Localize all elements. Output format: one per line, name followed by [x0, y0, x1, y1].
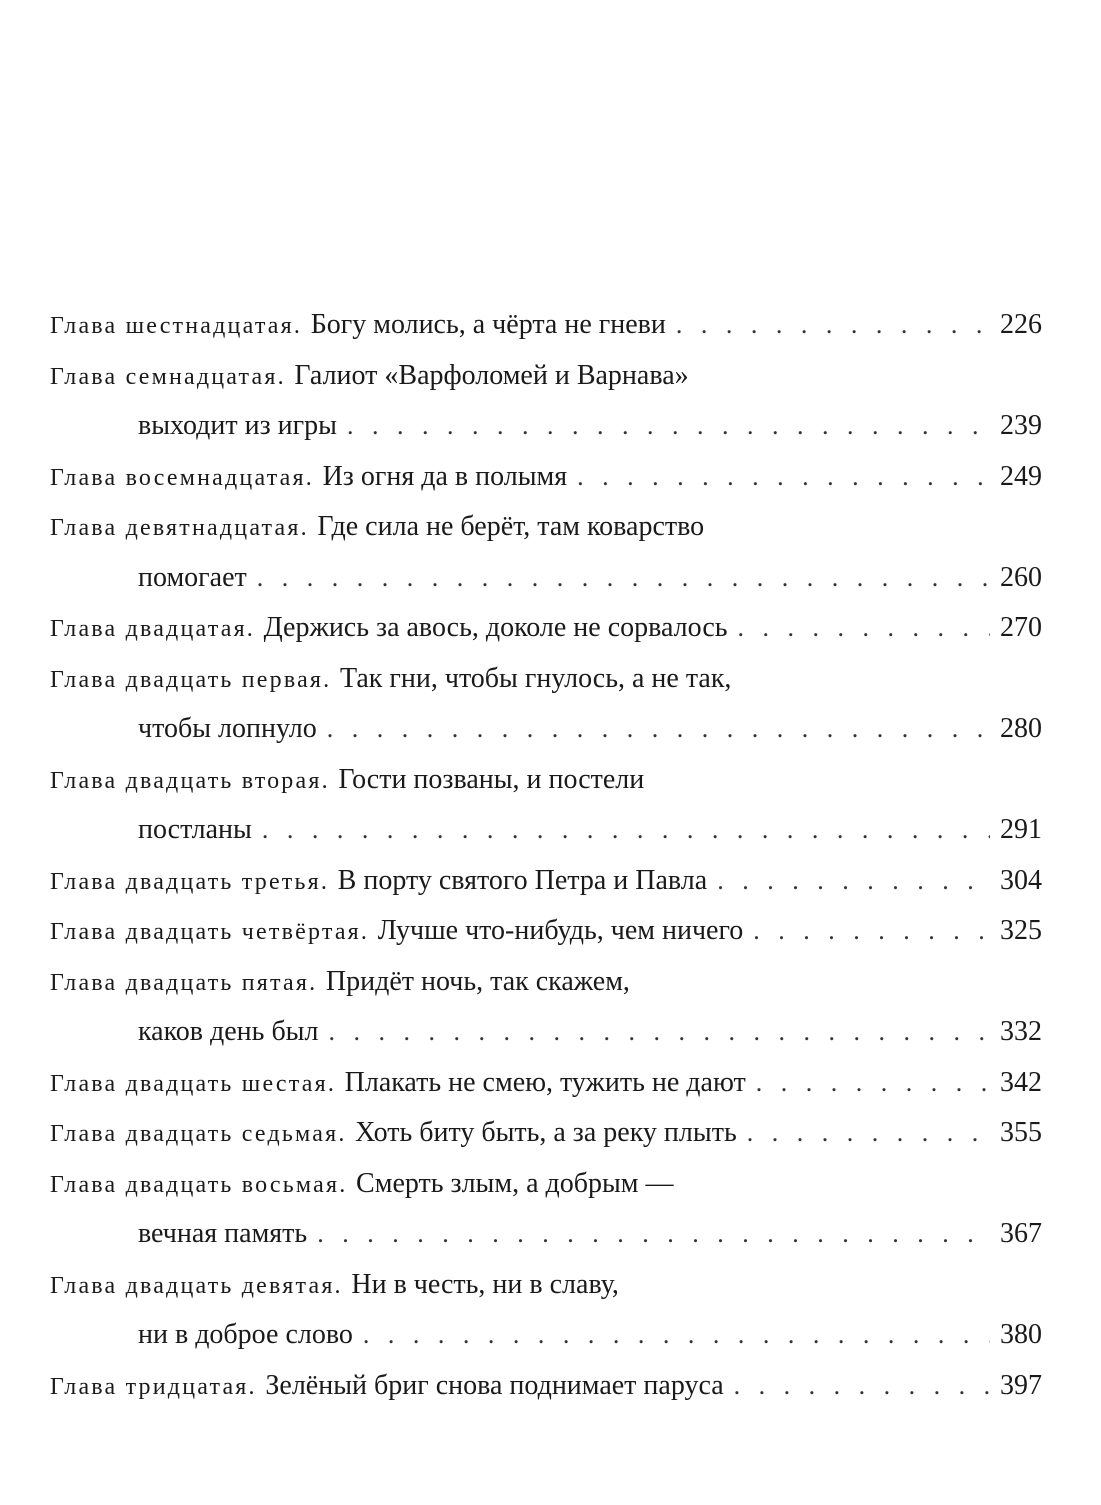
chapter-label: Глава тридцатая.: [50, 1373, 257, 1400]
toc-entry-continuation: [50, 1209, 1042, 1260]
toc-entry-line: [50, 906, 1042, 957]
toc-entry-line: [50, 957, 1042, 1008]
toc-entry-line: [50, 603, 1042, 654]
toc-entry-line: [50, 1108, 1042, 1159]
chapter-title: ни в доброе слово: [138, 1319, 353, 1350]
page-number: 280: [1000, 713, 1042, 744]
page-number: 226: [1000, 309, 1042, 340]
chapter-label: Глава двадцать четвёртая.: [50, 919, 370, 945]
toc-entry: [50, 654, 1042, 755]
dot-leader: [317, 1209, 990, 1260]
dot-leader: [756, 1058, 990, 1109]
chapter-title: Держись за авось, доколе не сорвалось: [263, 612, 728, 643]
toc-entry-line: [50, 755, 1042, 806]
page-number: 270: [1000, 612, 1042, 643]
page-number: 304: [1000, 864, 1042, 896]
page-number: 332: [1000, 1016, 1042, 1047]
chapter-title: выходит из игры: [138, 410, 337, 441]
dot-leader: [734, 1361, 990, 1412]
dot-leader: [753, 906, 990, 957]
toc-entry: [50, 1361, 1042, 1412]
toc-entry: [50, 906, 1042, 957]
dot-leader: [747, 1108, 990, 1159]
dot-leader: [257, 553, 990, 604]
toc-entry: [50, 1058, 1042, 1109]
chapter-label: Глава двадцать первая.: [50, 666, 332, 693]
toc-entry-line: [50, 856, 1042, 907]
dot-leader: [738, 603, 990, 654]
toc-entry-continuation: [50, 805, 1042, 856]
toc-entry-line: [50, 300, 1042, 351]
toc-entry-line: [50, 654, 1042, 705]
toc-entry: [50, 755, 1042, 856]
dot-leader: [717, 856, 990, 907]
chapter-label: Глава восемнадцатая.: [50, 464, 314, 491]
toc-entry-line: [50, 1361, 1042, 1412]
dot-leader: [577, 452, 990, 503]
page-number: 239: [1000, 410, 1042, 441]
chapter-label: Глава шестнадцатая.: [50, 313, 303, 339]
chapter-label: Глава семнадцатая.: [50, 363, 286, 390]
toc-entry-continuation: [50, 1310, 1042, 1361]
toc-entry: [50, 502, 1042, 603]
chapter-title: вечная память: [138, 1218, 308, 1249]
toc-entry: [50, 351, 1042, 452]
chapter-title: Придёт ночь, так скажем,: [325, 965, 630, 997]
toc-entry: [50, 603, 1042, 654]
page-number: 325: [1000, 915, 1042, 946]
chapter-label: Глава двадцать вторая.: [50, 767, 330, 794]
dot-leader: [363, 1310, 990, 1361]
toc-entry-continuation: [50, 1007, 1042, 1058]
toc-entry-line: [50, 1159, 1042, 1210]
page-number: 342: [1000, 1066, 1042, 1098]
dot-leader: [262, 805, 990, 856]
chapter-label: Глава двадцать восьмая.: [50, 1171, 348, 1198]
chapter-label: Глава девятнадцатая.: [50, 515, 309, 541]
dot-leader: [347, 401, 990, 452]
chapter-label: Глава двадцатая.: [50, 616, 256, 642]
page-number: 380: [1000, 1319, 1042, 1350]
page-number: 367: [1000, 1218, 1042, 1249]
dot-leader: [327, 704, 990, 755]
chapter-title: Ни в честь, ни в славу,: [351, 1268, 619, 1300]
chapter-label: Глава двадцать пятая.: [50, 969, 318, 996]
toc-entry-line: [50, 452, 1042, 503]
toc-entry-line: [50, 351, 1042, 402]
dot-leader: [328, 1007, 990, 1058]
chapter-title: Смерть злым, а добрым —: [356, 1167, 674, 1199]
toc-entry: [50, 1159, 1042, 1260]
toc-entry-continuation: [50, 704, 1042, 755]
chapter-title: Галиот «Варфоломей и Варнава»: [294, 359, 689, 391]
chapter-label: Глава двадцать седьмая.: [50, 1121, 347, 1147]
toc-entry-line: [50, 502, 1042, 553]
toc-entry-line: [50, 1058, 1042, 1109]
toc-entry-continuation: [50, 553, 1042, 604]
chapter-title: каков день был: [138, 1016, 319, 1047]
chapter-title: Лучше что-нибудь, чем ничего: [377, 915, 744, 946]
chapter-title: Зелёный бриг снова поднимает паруса: [265, 1369, 724, 1401]
chapter-label: Глава двадцать третья.: [50, 868, 330, 895]
dot-leader: [676, 300, 990, 351]
chapter-title: Так гни, чтобы гнулось, а не так,: [339, 662, 732, 694]
chapter-title: Хоть биту быть, а за реку плыть: [355, 1117, 737, 1148]
page-number: 291: [1000, 814, 1042, 845]
chapter-title: помогает: [138, 561, 247, 593]
chapter-title: Из огня да в полымя: [322, 460, 568, 492]
page-number: 397: [1000, 1369, 1042, 1401]
page-number: 355: [1000, 1117, 1042, 1148]
chapter-title: Гости позваны, и постели: [338, 763, 645, 795]
chapter-title: Плакать не смею, тужить не дают: [344, 1066, 746, 1098]
toc-entry-line: [50, 1260, 1042, 1311]
toc-entry-continuation: [50, 401, 1042, 452]
toc-entry: [50, 1260, 1042, 1361]
chapter-label: Глава двадцать девятая.: [50, 1272, 343, 1299]
chapter-title: чтобы лопнуло: [138, 713, 317, 744]
chapter-label: Глава двадцать шестая.: [50, 1070, 337, 1097]
chapter-title: В порту святого Петра и Павла: [337, 864, 708, 896]
page-number: 249: [1000, 460, 1042, 492]
table-of-contents: [50, 300, 1042, 1411]
toc-entry: [50, 957, 1042, 1058]
chapter-title: Где сила не берёт, там коварство: [317, 511, 705, 542]
toc-entry: [50, 300, 1042, 351]
chapter-title: постланы: [138, 814, 252, 845]
page-number: 260: [1000, 561, 1042, 593]
chapter-title: Богу молись, а чёрта не гневи: [310, 309, 666, 340]
toc-entry: [50, 452, 1042, 503]
toc-entry: [50, 1108, 1042, 1159]
toc-entry: [50, 856, 1042, 907]
